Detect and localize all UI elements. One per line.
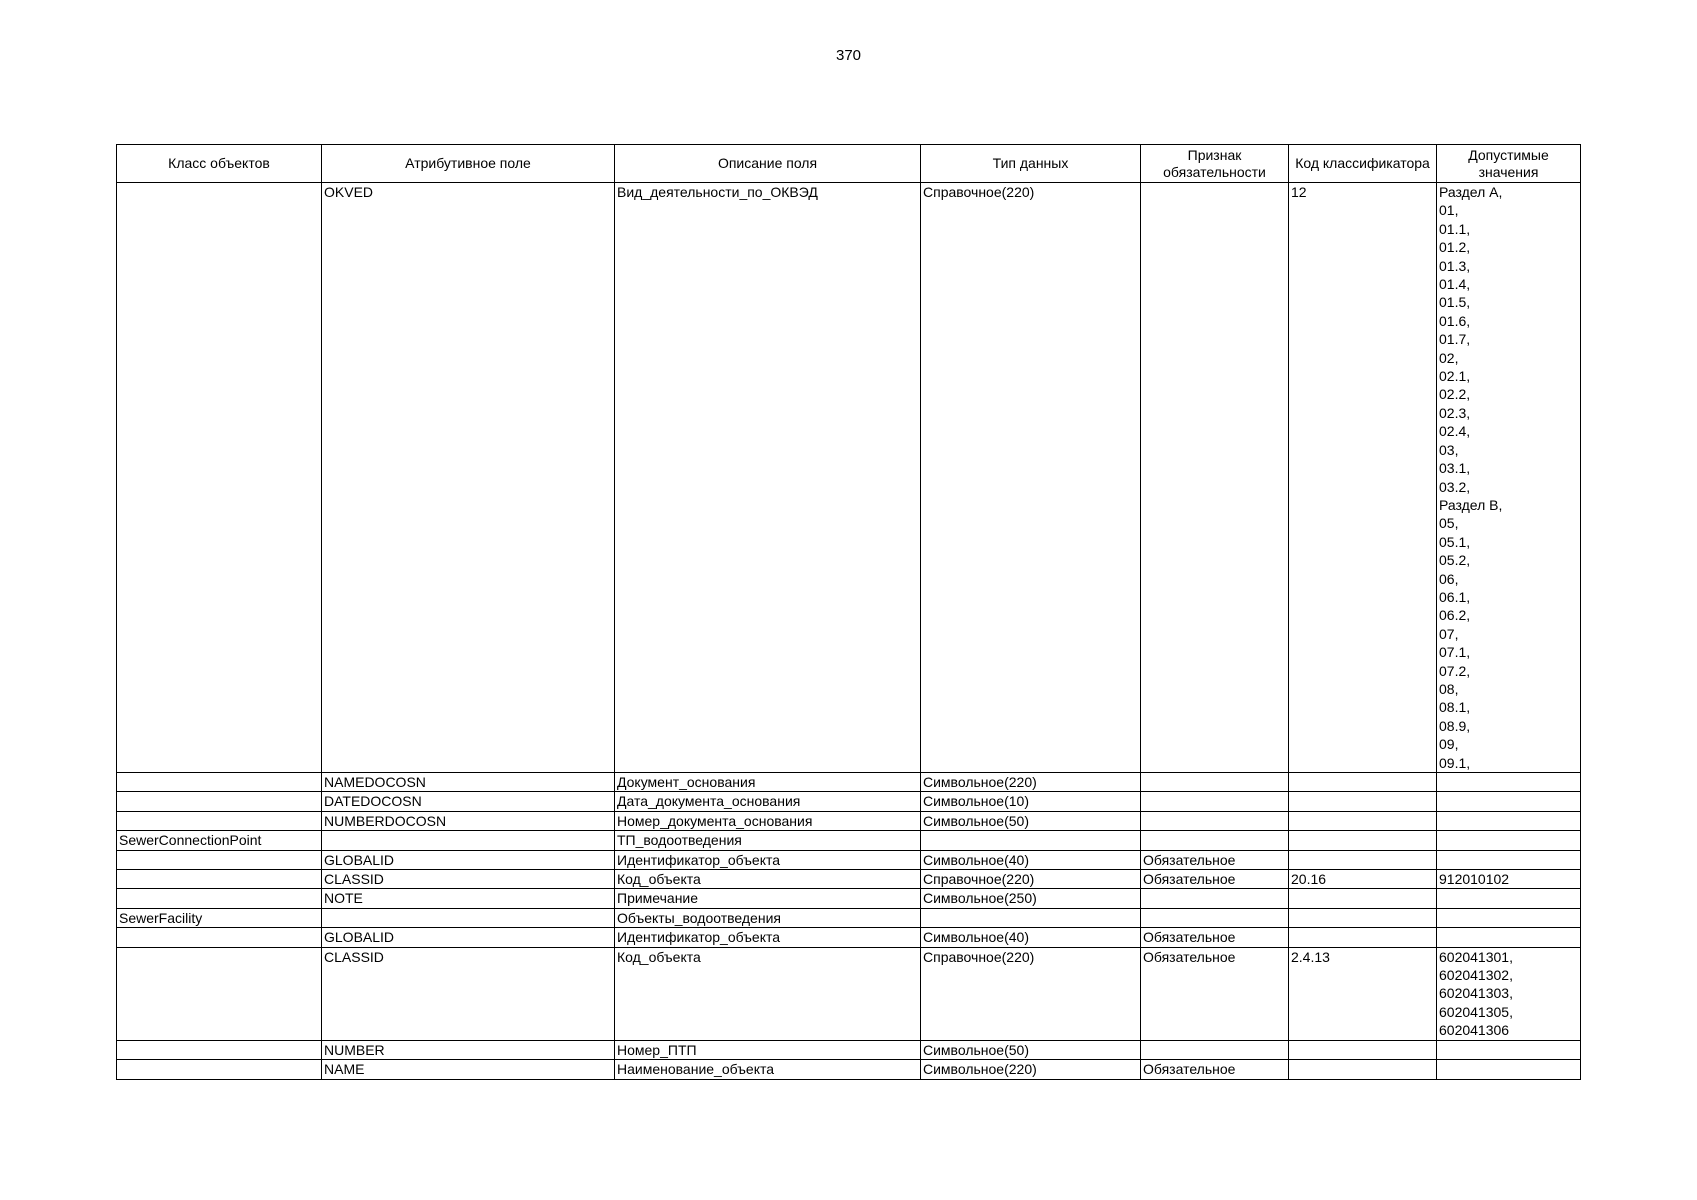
allowed-value: 07,: [1439, 625, 1459, 642]
column-header-classifier-code: Код классификатора: [1289, 145, 1437, 183]
table-row: [117, 928, 1581, 947]
attribute-field-cell: GLOBALID: [322, 928, 615, 947]
allowed-value: 08,: [1439, 680, 1459, 697]
allowed-value: 602041305,: [1439, 1003, 1513, 1020]
data-type-cell: Символьное(50): [921, 811, 1141, 830]
object-class-cell: SewerConnectionPoint: [117, 831, 322, 850]
allowed-value: 05.2,: [1439, 552, 1471, 569]
object-class-cell: [117, 811, 322, 830]
object-class-cell: [117, 183, 322, 773]
required-flag-cell: [1141, 1040, 1289, 1059]
object-class-cell: [117, 1060, 322, 1079]
object-class-cell: SewerFacility: [117, 908, 322, 927]
required-flag-cell: [1141, 773, 1289, 792]
field-description-cell: Документ_основания: [615, 773, 921, 792]
allowed-value: 01.3,: [1439, 257, 1471, 274]
table-row: [117, 1060, 1581, 1079]
field-description-cell: Объекты_водоотведения: [615, 908, 921, 927]
data-type-cell: Символьное(220): [921, 773, 1141, 792]
attribute-table: [116, 144, 1581, 1080]
classifier-code-cell: [1289, 773, 1437, 792]
allowed-value: 01.5,: [1439, 294, 1471, 311]
table-row: [117, 831, 1581, 850]
allowed-value: 01.2,: [1439, 239, 1471, 256]
table-row: [117, 947, 1581, 1040]
table-row: [117, 1040, 1581, 1059]
required-flag-cell: [1141, 792, 1289, 811]
data-type-cell: Символьное(40): [921, 928, 1141, 947]
allowed-value: 02,: [1439, 349, 1459, 366]
allowed-value: 01.1,: [1439, 220, 1471, 237]
field-description-cell: Код_объекта: [615, 947, 921, 1040]
allowed-value: 06,: [1439, 570, 1459, 587]
field-description-cell: Номер_документа_основания: [615, 811, 921, 830]
required-flag-cell: [1141, 831, 1289, 850]
allowed-values-cell: [1437, 928, 1581, 947]
object-class-cell: [117, 947, 322, 1040]
required-flag-cell: [1141, 811, 1289, 830]
classifier-code-cell: 12: [1289, 183, 1437, 773]
allowed-value: 07.2,: [1439, 662, 1471, 679]
allowed-value: Раздел А,: [1439, 184, 1503, 200]
classifier-code-cell: 2.4.13: [1289, 947, 1437, 1040]
allowed-value: 01,: [1439, 202, 1459, 219]
data-type-cell: [921, 908, 1141, 927]
object-class-cell: [117, 889, 322, 908]
classifier-code-cell: [1289, 889, 1437, 908]
allowed-value: 02.3,: [1439, 404, 1471, 421]
allowed-value: 602041306: [1439, 1022, 1510, 1039]
column-header-allowed-values: Допустимые значения: [1437, 145, 1581, 183]
attribute-field-cell: NUMBERDOCOSN: [322, 811, 615, 830]
table-row: [117, 183, 1581, 773]
column-header-field-description: Описание поля: [615, 145, 921, 183]
attribute-field-cell: NUMBER: [322, 1040, 615, 1059]
allowed-value: 06.2,: [1439, 607, 1471, 624]
attribute-field-cell: NAME: [322, 1060, 615, 1079]
allowed-value: 03.1,: [1439, 460, 1471, 477]
data-type-cell: Символьное(10): [921, 792, 1141, 811]
allowed-value: Раздел В,: [1439, 496, 1503, 513]
field-description-cell: Дата_документа_основания: [615, 792, 921, 811]
allowed-value: 05.1,: [1439, 533, 1471, 550]
required-flag-cell: Обязательное: [1141, 870, 1289, 889]
allowed-value: 06.1,: [1439, 588, 1471, 605]
column-header-required-flag: Признак обязательности: [1141, 145, 1289, 183]
allowed-value: 08.9,: [1439, 717, 1471, 734]
object-class-cell: [117, 928, 322, 947]
column-header-data-type: Тип данных: [921, 145, 1141, 183]
allowed-value: 01.4,: [1439, 276, 1471, 293]
attribute-field-cell: GLOBALID: [322, 850, 615, 869]
required-flag-cell: Обязательное: [1141, 947, 1289, 1040]
allowed-value: 01.7,: [1439, 331, 1471, 348]
object-class-cell: [117, 850, 322, 869]
allowed-values-cell: [1437, 1040, 1581, 1059]
classifier-code-cell: [1289, 831, 1437, 850]
allowed-value: 05,: [1439, 515, 1459, 532]
allowed-values-cell: [1437, 908, 1581, 927]
attribute-field-cell: CLASSID: [322, 947, 615, 1040]
attribute-field-cell: DATEDOCOSN: [322, 792, 615, 811]
allowed-values-cell: [1437, 811, 1581, 830]
data-type-cell: [921, 831, 1141, 850]
required-flag-cell: Обязательное: [1141, 1060, 1289, 1079]
required-flag-cell: Обязательное: [1141, 850, 1289, 869]
classifier-code-cell: 20.16: [1289, 870, 1437, 889]
classifier-code-cell: [1289, 1040, 1437, 1059]
field-description-cell: Вид_деятельности_по_ОКВЭД: [615, 183, 921, 773]
column-header-object-class: Класс объектов: [117, 145, 322, 183]
allowed-value: 02.1,: [1439, 368, 1471, 385]
allowed-values-cell: [1437, 947, 1581, 1040]
attribute-field-cell: NOTE: [322, 889, 615, 908]
object-class-cell: [117, 773, 322, 792]
allowed-values-cell: [1437, 831, 1581, 850]
allowed-value: 07.1,: [1439, 644, 1471, 661]
table-row: [117, 908, 1581, 927]
table-row: [117, 870, 1581, 889]
attribute-field-cell: OKVED: [322, 183, 615, 773]
allowed-values-cell: [1437, 773, 1581, 792]
allowed-value: 09,: [1439, 736, 1459, 753]
attribute-field-cell: [322, 831, 615, 850]
field-description-cell: Примечание: [615, 889, 921, 908]
field-description-cell: ТП_водоотведения: [615, 831, 921, 850]
data-type-cell: Символьное(250): [921, 889, 1141, 908]
table-row: [117, 792, 1581, 811]
required-flag-cell: Обязательное: [1141, 928, 1289, 947]
allowed-value: 602041302,: [1439, 967, 1513, 984]
table-header-row: [117, 145, 1581, 183]
data-type-cell: Справочное(220): [921, 183, 1141, 773]
data-type-cell: Справочное(220): [921, 870, 1141, 889]
column-header-attribute-field: Атрибутивное поле: [322, 145, 615, 183]
data-type-cell: Символьное(40): [921, 850, 1141, 869]
allowed-value: 602041303,: [1439, 985, 1513, 1002]
allowed-values-cell: [1437, 889, 1581, 908]
classifier-code-cell: [1289, 928, 1437, 947]
allowed-values-cell: [1437, 850, 1581, 869]
data-type-cell: Символьное(50): [921, 1040, 1141, 1059]
table-row: [117, 811, 1581, 830]
classifier-code-cell: [1289, 850, 1437, 869]
required-flag-cell: [1141, 908, 1289, 927]
object-class-cell: [117, 792, 322, 811]
required-flag-cell: [1141, 183, 1289, 773]
field-description-cell: Номер_ПТП: [615, 1040, 921, 1059]
field-description-cell: Код_объекта: [615, 870, 921, 889]
table-row: [117, 773, 1581, 792]
table-row: [117, 850, 1581, 869]
table-body: [117, 183, 1581, 1080]
field-description-cell: Идентификатор_объекта: [615, 850, 921, 869]
allowed-value: 912010102: [1439, 871, 1510, 888]
object-class-cell: [117, 1040, 322, 1059]
attribute-field-cell: CLASSID: [322, 870, 615, 889]
attribute-field-cell: NAMEDOCOSN: [322, 773, 615, 792]
allowed-values-cell: [1437, 183, 1581, 773]
classifier-code-cell: [1289, 1060, 1437, 1079]
allowed-value: 03.2,: [1439, 478, 1471, 495]
table-row: [117, 889, 1581, 908]
classifier-code-cell: [1289, 811, 1437, 830]
classifier-code-cell: [1289, 908, 1437, 927]
allowed-value: 602041301,: [1439, 948, 1513, 965]
allowed-value: 03,: [1439, 441, 1459, 458]
allowed-values-cell: [1437, 792, 1581, 811]
required-flag-cell: [1141, 889, 1289, 908]
allowed-value: 09.1,: [1439, 754, 1471, 771]
object-class-cell: [117, 870, 322, 889]
page-number: 370: [835, 47, 862, 64]
classifier-code-cell: [1289, 792, 1437, 811]
field-description-cell: Идентификатор_объекта: [615, 928, 921, 947]
allowed-value: 02.4,: [1439, 423, 1471, 440]
attribute-field-cell: [322, 908, 615, 927]
allowed-value: 08.1,: [1439, 699, 1471, 716]
data-type-cell: Справочное(220): [921, 947, 1141, 1040]
data-type-cell: Символьное(220): [921, 1060, 1141, 1079]
allowed-value: 02.2,: [1439, 386, 1471, 403]
allowed-value: 01.6,: [1439, 312, 1471, 329]
field-description-cell: Наименование_объекта: [615, 1060, 921, 1079]
allowed-values-cell: [1437, 1060, 1581, 1079]
allowed-values-cell: [1437, 870, 1581, 889]
